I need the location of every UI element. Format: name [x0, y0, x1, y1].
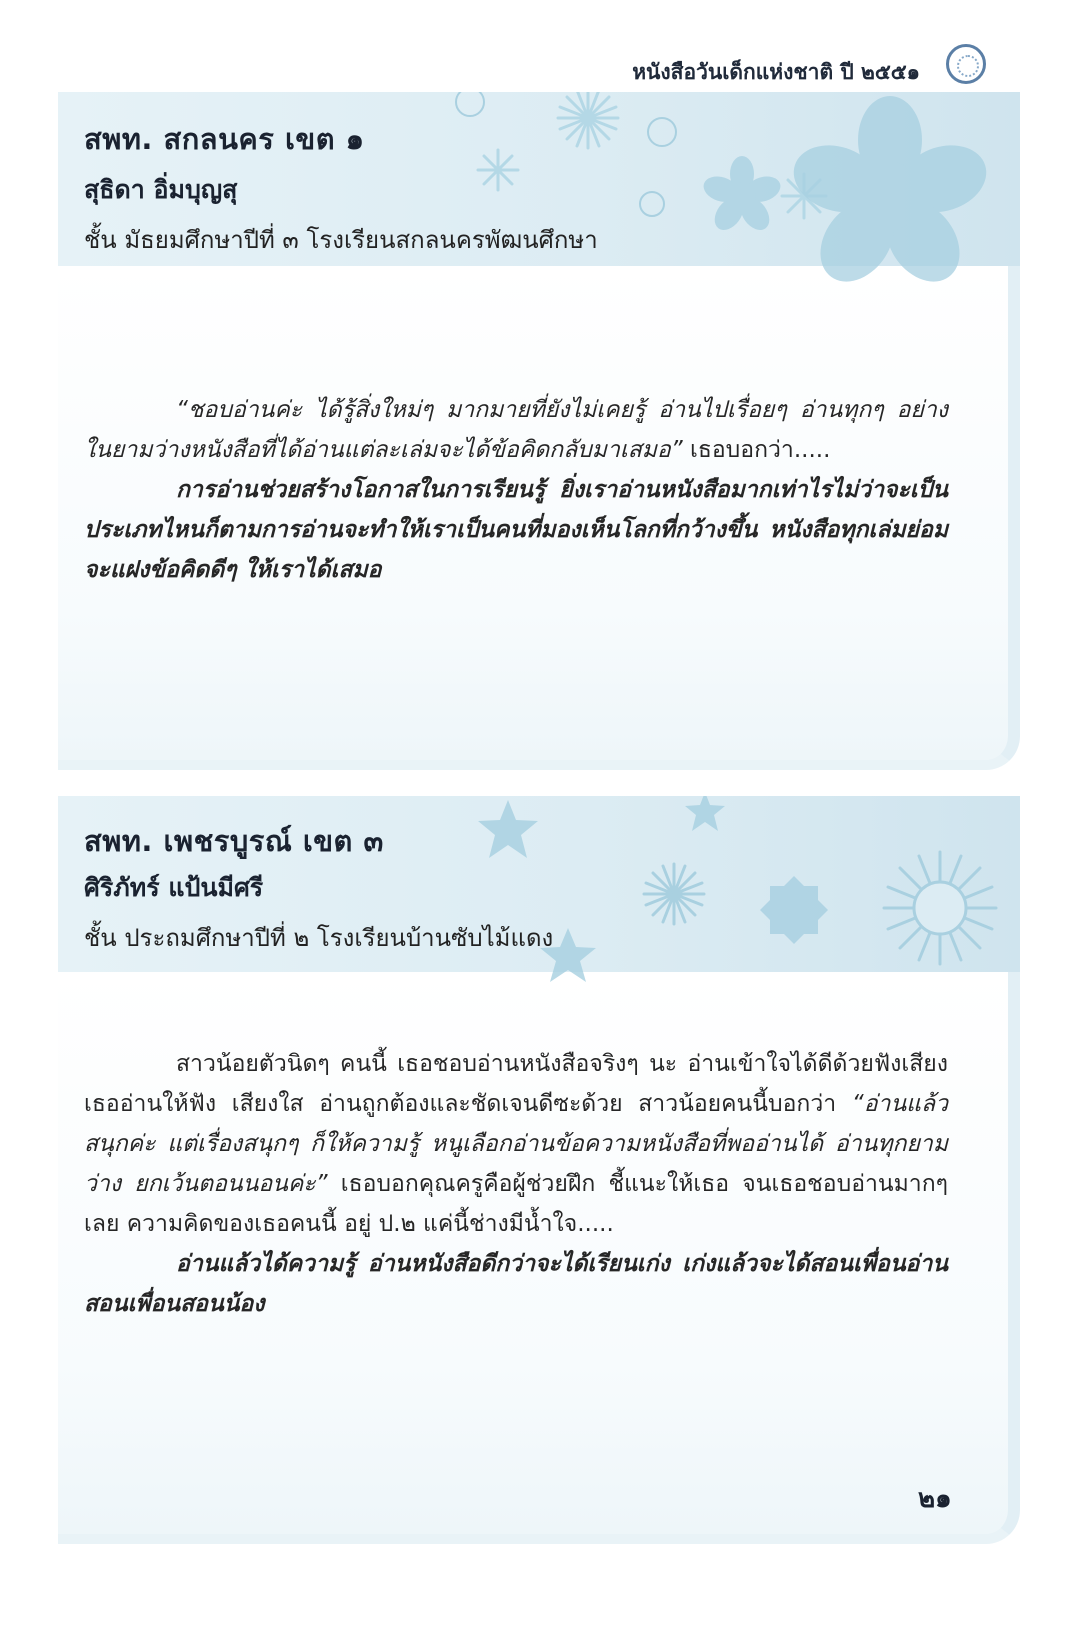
profile-section-2: [58, 796, 1020, 1544]
district-heading: สพท. สกลนคร เขต ๑: [84, 122, 365, 156]
profile-section-1: [58, 92, 1020, 770]
running-header: หนังสือวันเด็กแห่งชาติ ปี ๒๕๕๑: [632, 60, 920, 84]
school-line: ชั้น มัธยมศึกษาปีที่ ๓ โรงเรียนสกลนครพัฒนศึกษา: [84, 226, 598, 254]
student-quote: “ชอบอ่านค่ะ ได้รู้สิ่งใหม่ๆ มากมายที่ยังไม่เคยรู้ อ่านไปเรื่อยๆ อ่านทุกๆ อย่าง ในยามว่างหนังสือที่ได้อ่านแต่ละเล่มจะได้ข้อคิดกลับมาเสมอ”: [84, 397, 948, 463]
profile-body: [84, 390, 948, 590]
school-line: ชั้น ประถมศึกษาปีที่ ๒ โรงเรียนบ้านซับไม้แดง: [84, 924, 554, 952]
student-name: ศิริภัทร์ แป้นมีศรี: [84, 873, 264, 902]
page-number: ๒๑: [918, 1484, 952, 1514]
profile-body: [84, 1044, 948, 1324]
reflection-paragraph: อ่านแล้วได้ความรู้ อ่านหนังสือดีกว่าจะได้เรียนเก่ง เก่งแล้วจะได้สอนเพื่อนอ่าน สอนเพื่อนสอนน้อง: [84, 1250, 948, 1317]
reflection-paragraph: การอ่านช่วยสร้างโอกาสในการเรียนรู้ ยิ่งเราอ่านหนังสือมากเท่าไรไม่ว่าจะเป็นประเภทไหนก็ตามการอ่านจะทำให้เราเป็นคนที่มองเห็นโลกที่กว้างขึ้น หนังสือทุกเล่มย่อมจะแฝงข้อคิดดีๆ ให้เราได้เสมอ: [84, 476, 948, 583]
story-intro: สาวน้อยตัวนิดๆ คนนี้ เธอชอบอ่านหนังสือจริงๆ นะ อ่านเข้าใจได้ดีด้วยฟังเสียงเธออ่านให้ฟัง เสียงใส อ่านถูกต้องและชัดเจนดีซะด้วย สาวน้อยคนนี้บอกว่า: [84, 1051, 948, 1117]
story-continuation: เธอบอกคุณครูคือผู้ช่วยฝึก ชี้แนะให้เธอ จนเธอชอบอ่านมากๆ เลย ความคิดของเธอคนนี้ อยู่ ป.๒ แค่นี้ช่างมีน้ำใจ.....: [84, 1171, 948, 1237]
student-name: สุธิดา อิ่มบุญสุ: [84, 175, 238, 204]
story-paragraph: [84, 1044, 948, 1244]
district-heading: สพท. เพชรบูรณ์ เขต ๓: [84, 824, 384, 858]
circle-ornament-icon: [946, 44, 986, 84]
student-quote: “อ่านแล้วสนุกค่ะ แต่เรื่องสนุกๆ ก็ให้ความรู้ หนูเลือกอ่านข้อความหนังสือที่พออ่านได้ อ่านทุกยามว่าง ยกเว้นตอนนอนค่ะ”: [84, 1091, 948, 1197]
quote-attribution: เธอบอกว่า.....: [682, 437, 831, 463]
quote-paragraph: [84, 390, 948, 470]
